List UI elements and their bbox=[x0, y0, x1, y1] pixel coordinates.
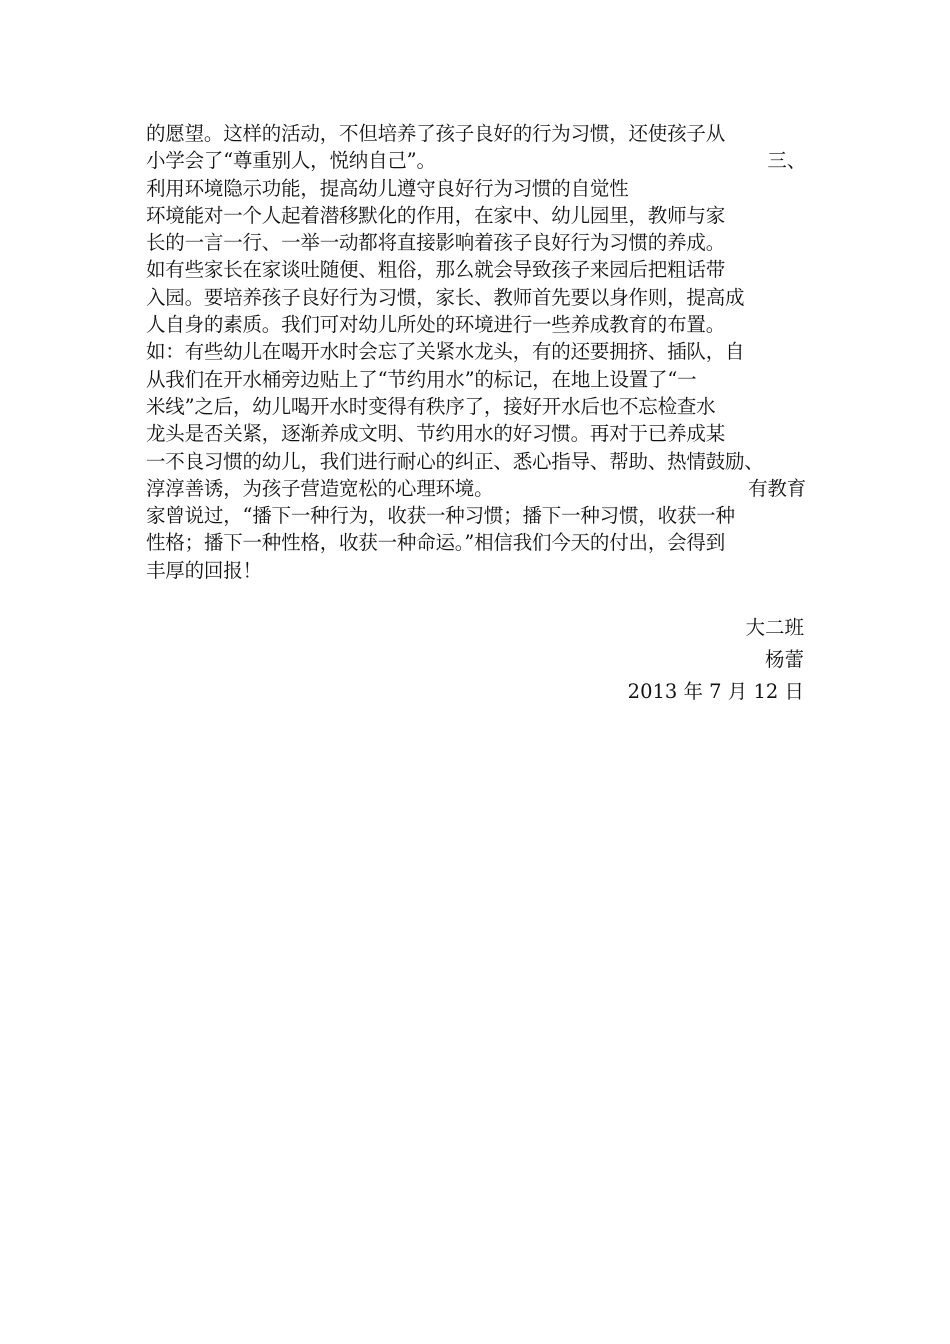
author-name: 杨蕾 bbox=[764, 648, 804, 671]
text-line: 人自身的素质。我们可对幼儿所处的环境进行一些养成教育的布置。 bbox=[146, 313, 726, 337]
text-line: 性格；播下一种性格，收获一种命运。”相信我们今天的付出，会得到 bbox=[146, 531, 726, 555]
text-line: 一不良习惯的幼儿，我们进行耐心的纠正、悉心指导、帮助、热情鼓励、 bbox=[146, 449, 764, 473]
text-line: 长的一言一行、一举一动都将直接影响着孩子良好行为习惯的养成。 bbox=[146, 231, 726, 255]
text-line: 小学会了“尊重别人，悦纳自己”。 bbox=[146, 149, 436, 173]
text-line: 米线”之后，幼儿喝开水时变得有秩序了，接好开水后也不忘检查水 bbox=[146, 394, 716, 418]
text-line: 如：有些幼儿在喝开水时会忘了关紧水龙头，有的还要拥挤、插队，自 bbox=[146, 340, 745, 364]
text-line: 丰厚的回报！ bbox=[146, 558, 262, 582]
section-heading: 利用环境隐示功能，提高幼儿遵守良好行为习惯的自觉性 bbox=[146, 176, 629, 200]
text-line-with-heading bbox=[146, 147, 806, 174]
text-line: 入园。要培养孩子良好行为习惯，家长、教师首先要以身作则，提高成 bbox=[146, 285, 745, 309]
text-line: 环境能对一个人起着潜移默化的作用，在家中、幼儿园里，教师与家 bbox=[146, 203, 726, 227]
text-line: 的愿望。这样的活动，不但培养了孩子良好的行为习惯，还使孩子从 bbox=[146, 122, 726, 145]
text-line: 有教育 bbox=[748, 476, 806, 500]
date: 2013 年 7 月 12 日 bbox=[627, 680, 804, 703]
class-name: 大二班 bbox=[745, 616, 804, 639]
section-number: 三、 bbox=[767, 149, 806, 173]
body-text bbox=[146, 120, 826, 584]
signature-block bbox=[628, 612, 804, 708]
text-line: 家曾说过，“播下一种行为，收获一种习惯；播下一种习惯，收获一种 bbox=[146, 504, 735, 528]
text-line-split bbox=[146, 475, 806, 502]
text-line: 从我们在开水桶旁边贴上了“节约用水”的标记，在地上设置了“一 bbox=[146, 367, 697, 391]
text-line: 如有些家长在家谈吐随便、粗俗，那么就会导致孩子来园后把粗话带 bbox=[146, 258, 726, 282]
text-line: 淳淳善诱，为孩子营造宽松的心理环境。 bbox=[146, 476, 494, 500]
text-line: 龙头是否关紧，逐渐养成文明、节约用水的好习惯。再对于已养成某 bbox=[146, 422, 726, 446]
